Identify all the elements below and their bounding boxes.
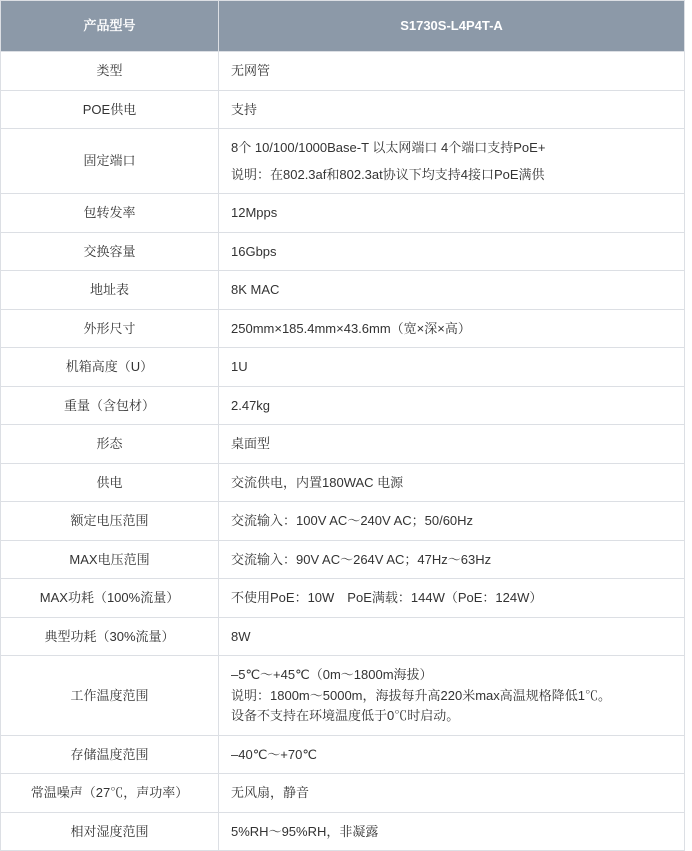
spec-label: 交换容量: [1, 232, 219, 271]
table-row: [1, 617, 685, 656]
spec-label: 相对湿度范围: [1, 812, 219, 851]
spec-value: [219, 232, 685, 271]
spec-value: [219, 540, 685, 579]
spec-label: 包转发率: [1, 194, 219, 233]
table-row: [1, 386, 685, 425]
spec-value-line: 5%RH～95%RH，非凝露: [231, 823, 379, 839]
spec-value-line: 1U: [231, 359, 248, 374]
table-row: [1, 502, 685, 541]
column-header-model-value: S1730S-L4P4T-A: [219, 1, 685, 52]
spec-value: [219, 774, 685, 813]
spec-value-line: –5℃～+45℃（0m～1800m海拔）: [231, 667, 433, 682]
spec-value-line: 8K MAC: [231, 282, 280, 297]
spec-value-line: 桌面型: [231, 436, 271, 451]
spec-label: 典型功耗（30%流量）: [1, 617, 219, 656]
table-row: [1, 735, 685, 774]
column-header-model-label: 产品型号: [1, 1, 219, 52]
spec-value-line: 交流输入：90V AC～264V AC；47Hz～63Hz: [231, 551, 492, 567]
spec-value: [219, 502, 685, 541]
spec-value: [219, 425, 685, 464]
spec-label: 存储温度范围: [1, 735, 219, 774]
spec-value-line: 无网管: [231, 63, 271, 78]
spec-value-line: 支持: [231, 101, 258, 117]
spec-value-line: 设备不支持在环境温度低于0℃时启动。: [231, 708, 460, 723]
table-row: [1, 129, 685, 194]
table-header-row: [1, 1, 685, 52]
spec-label: 额定电压范围: [1, 502, 219, 541]
spec-label: 机箱高度（U）: [1, 348, 219, 387]
table-row: [1, 309, 685, 348]
spec-value-line: 无风扇，静音: [231, 785, 310, 800]
table-body: [1, 52, 685, 851]
spec-label: POE供电: [1, 90, 219, 129]
spec-label: 重量（含包材）: [1, 386, 219, 425]
spec-value-line: 16Gbps: [231, 243, 277, 259]
table-row: [1, 463, 685, 502]
spec-value-line: 交流供电，内置180WAC 电源: [231, 474, 404, 490]
spec-value: [219, 812, 685, 851]
spec-value: [219, 348, 685, 387]
table-row: [1, 90, 685, 129]
spec-value: [219, 656, 685, 736]
spec-value: [219, 386, 685, 425]
table-row: [1, 52, 685, 91]
spec-label: 供电: [1, 463, 219, 502]
table-row: [1, 812, 685, 851]
spec-label: 外形尺寸: [1, 309, 219, 348]
spec-value-line: –40℃～+70℃: [231, 746, 317, 762]
spec-value-line: 交流输入：100V AC～240V AC；50/60Hz: [231, 513, 474, 528]
table-row: [1, 656, 685, 736]
spec-value-line: 12Mpps: [231, 205, 278, 220]
spec-value: [219, 129, 685, 194]
table-row: [1, 271, 685, 310]
spec-value: [219, 579, 685, 618]
table-row: [1, 194, 685, 233]
spec-value: [219, 271, 685, 310]
spec-label: 常温噪声（27℃，声功率）: [1, 774, 219, 813]
table-row: [1, 540, 685, 579]
spec-label: 工作温度范围: [1, 656, 219, 736]
spec-value-line: 说明：1800m～5000m，海拔每升高220米max高温规格降低1℃。: [231, 687, 611, 703]
spec-label: 形态: [1, 425, 219, 464]
spec-label: 固定端口: [1, 129, 219, 194]
spec-value-line: 8个 10/100/1000Base-T 以太网端口 4个端口支持PoE+: [231, 140, 546, 155]
spec-value: [219, 463, 685, 502]
spec-label: 地址表: [1, 271, 219, 310]
table-row: [1, 348, 685, 387]
spec-value: [219, 90, 685, 129]
table-row: [1, 425, 685, 464]
spec-value: [219, 309, 685, 348]
spec-value-line: 8W: [231, 628, 251, 644]
spec-value: [219, 617, 685, 656]
table-header: [1, 1, 685, 52]
spec-value-line: 250mm×185.4mm×43.6mm（宽×深×高）: [231, 320, 471, 336]
spec-label: 类型: [1, 52, 219, 91]
spec-value-line: 说明：在802.3af和802.3at协议下均支持4接口PoE满供: [231, 166, 545, 182]
table-row: [1, 232, 685, 271]
spec-value: [219, 52, 685, 91]
spec-label: MAX功耗（100%流量）: [1, 579, 219, 618]
table-row: [1, 579, 685, 618]
spec-value-line: 2.47kg: [231, 397, 271, 413]
table-row: [1, 774, 685, 813]
spec-value-line: 不使用PoE：10W PoE满载：144W（PoE：124W）: [231, 590, 543, 605]
spec-label: MAX电压范围: [1, 540, 219, 579]
spec-value: [219, 194, 685, 233]
spec-value: [219, 735, 685, 774]
